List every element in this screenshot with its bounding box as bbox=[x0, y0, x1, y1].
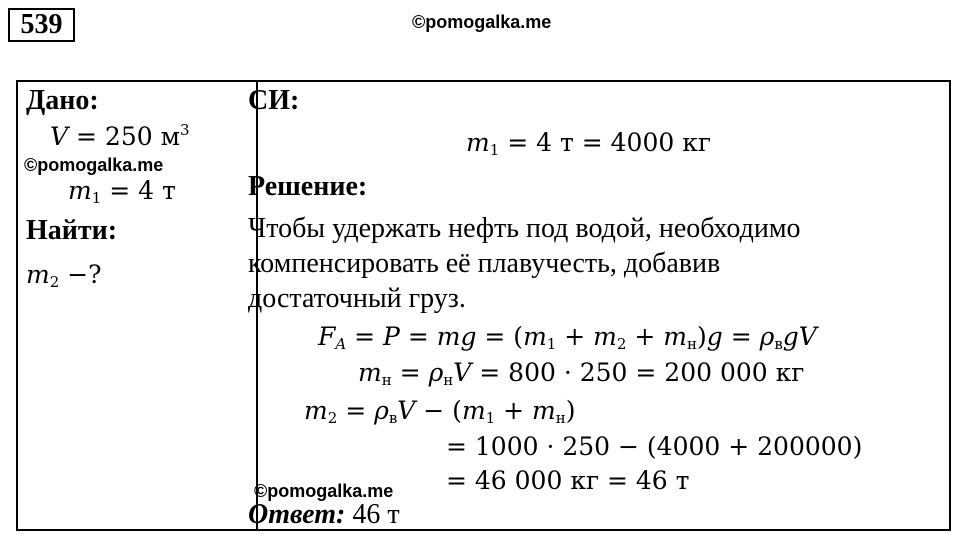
watermark-top: ©pomogalka.me bbox=[412, 12, 552, 32]
find-heading: Найти: bbox=[26, 215, 118, 246]
solution-frame bbox=[16, 80, 951, 531]
symbol-m: m bbox=[68, 176, 92, 205]
subscript-1: 1 bbox=[489, 141, 500, 159]
equation-m2-substitution: = 1000 · 250 − (4000 + 200000) bbox=[446, 432, 863, 461]
answer-value: 46 т bbox=[345, 499, 400, 530]
watermark-bottom: ©pomogalka.me bbox=[254, 481, 394, 501]
volume-exponent: 3 bbox=[180, 121, 190, 139]
si-m1 bbox=[466, 126, 711, 160]
equation-m2-result: = 46 000 кг = 46 т bbox=[446, 466, 690, 495]
problem-number: 539 bbox=[8, 8, 75, 42]
answer-label: Ответ: bbox=[248, 499, 346, 530]
given-heading: Дано: bbox=[26, 85, 99, 116]
si-m1-value: = 4 т = 4000 кг bbox=[507, 128, 711, 157]
find-m2 bbox=[26, 258, 102, 292]
si-heading: СИ: bbox=[248, 85, 300, 116]
equation-oil-mass: $m_н = \rho_нV = 800 \cdot 250 = 200$ 000 кг bbox=[358, 358, 805, 389]
watermark-left: ©pomogalka.me bbox=[24, 155, 164, 175]
solution-text-line-3: достаточный груз. bbox=[248, 283, 466, 314]
subscript-2: 2 bbox=[49, 273, 60, 291]
solution-heading: Решение: bbox=[248, 171, 368, 202]
subscript-1: 1 bbox=[91, 189, 102, 207]
given-volume bbox=[50, 120, 190, 154]
symbol-V: V bbox=[50, 122, 69, 151]
given-m1-value: = 4 т bbox=[109, 176, 176, 205]
solution-text-line-2: компенсировать её плавучесть, добавив bbox=[248, 248, 721, 279]
equation-m2: $m_2 = \rho_вV - (m_1 + m_н)$ bbox=[304, 396, 576, 427]
symbol-m: m bbox=[466, 128, 490, 157]
answer bbox=[248, 498, 400, 532]
symbol-m: m bbox=[26, 260, 50, 289]
solution-text-line-1: Чтобы удержать нефть под водой, необходимо bbox=[248, 213, 801, 244]
given-volume-value: = 250 м bbox=[76, 122, 181, 151]
find-m2-question: −? bbox=[59, 260, 102, 289]
given-m1 bbox=[68, 174, 176, 208]
equation-archimedes: $F_A = P$ = mg = $(m_1 + m_2 + m_н)g = \rho_вgV$ bbox=[318, 322, 817, 353]
